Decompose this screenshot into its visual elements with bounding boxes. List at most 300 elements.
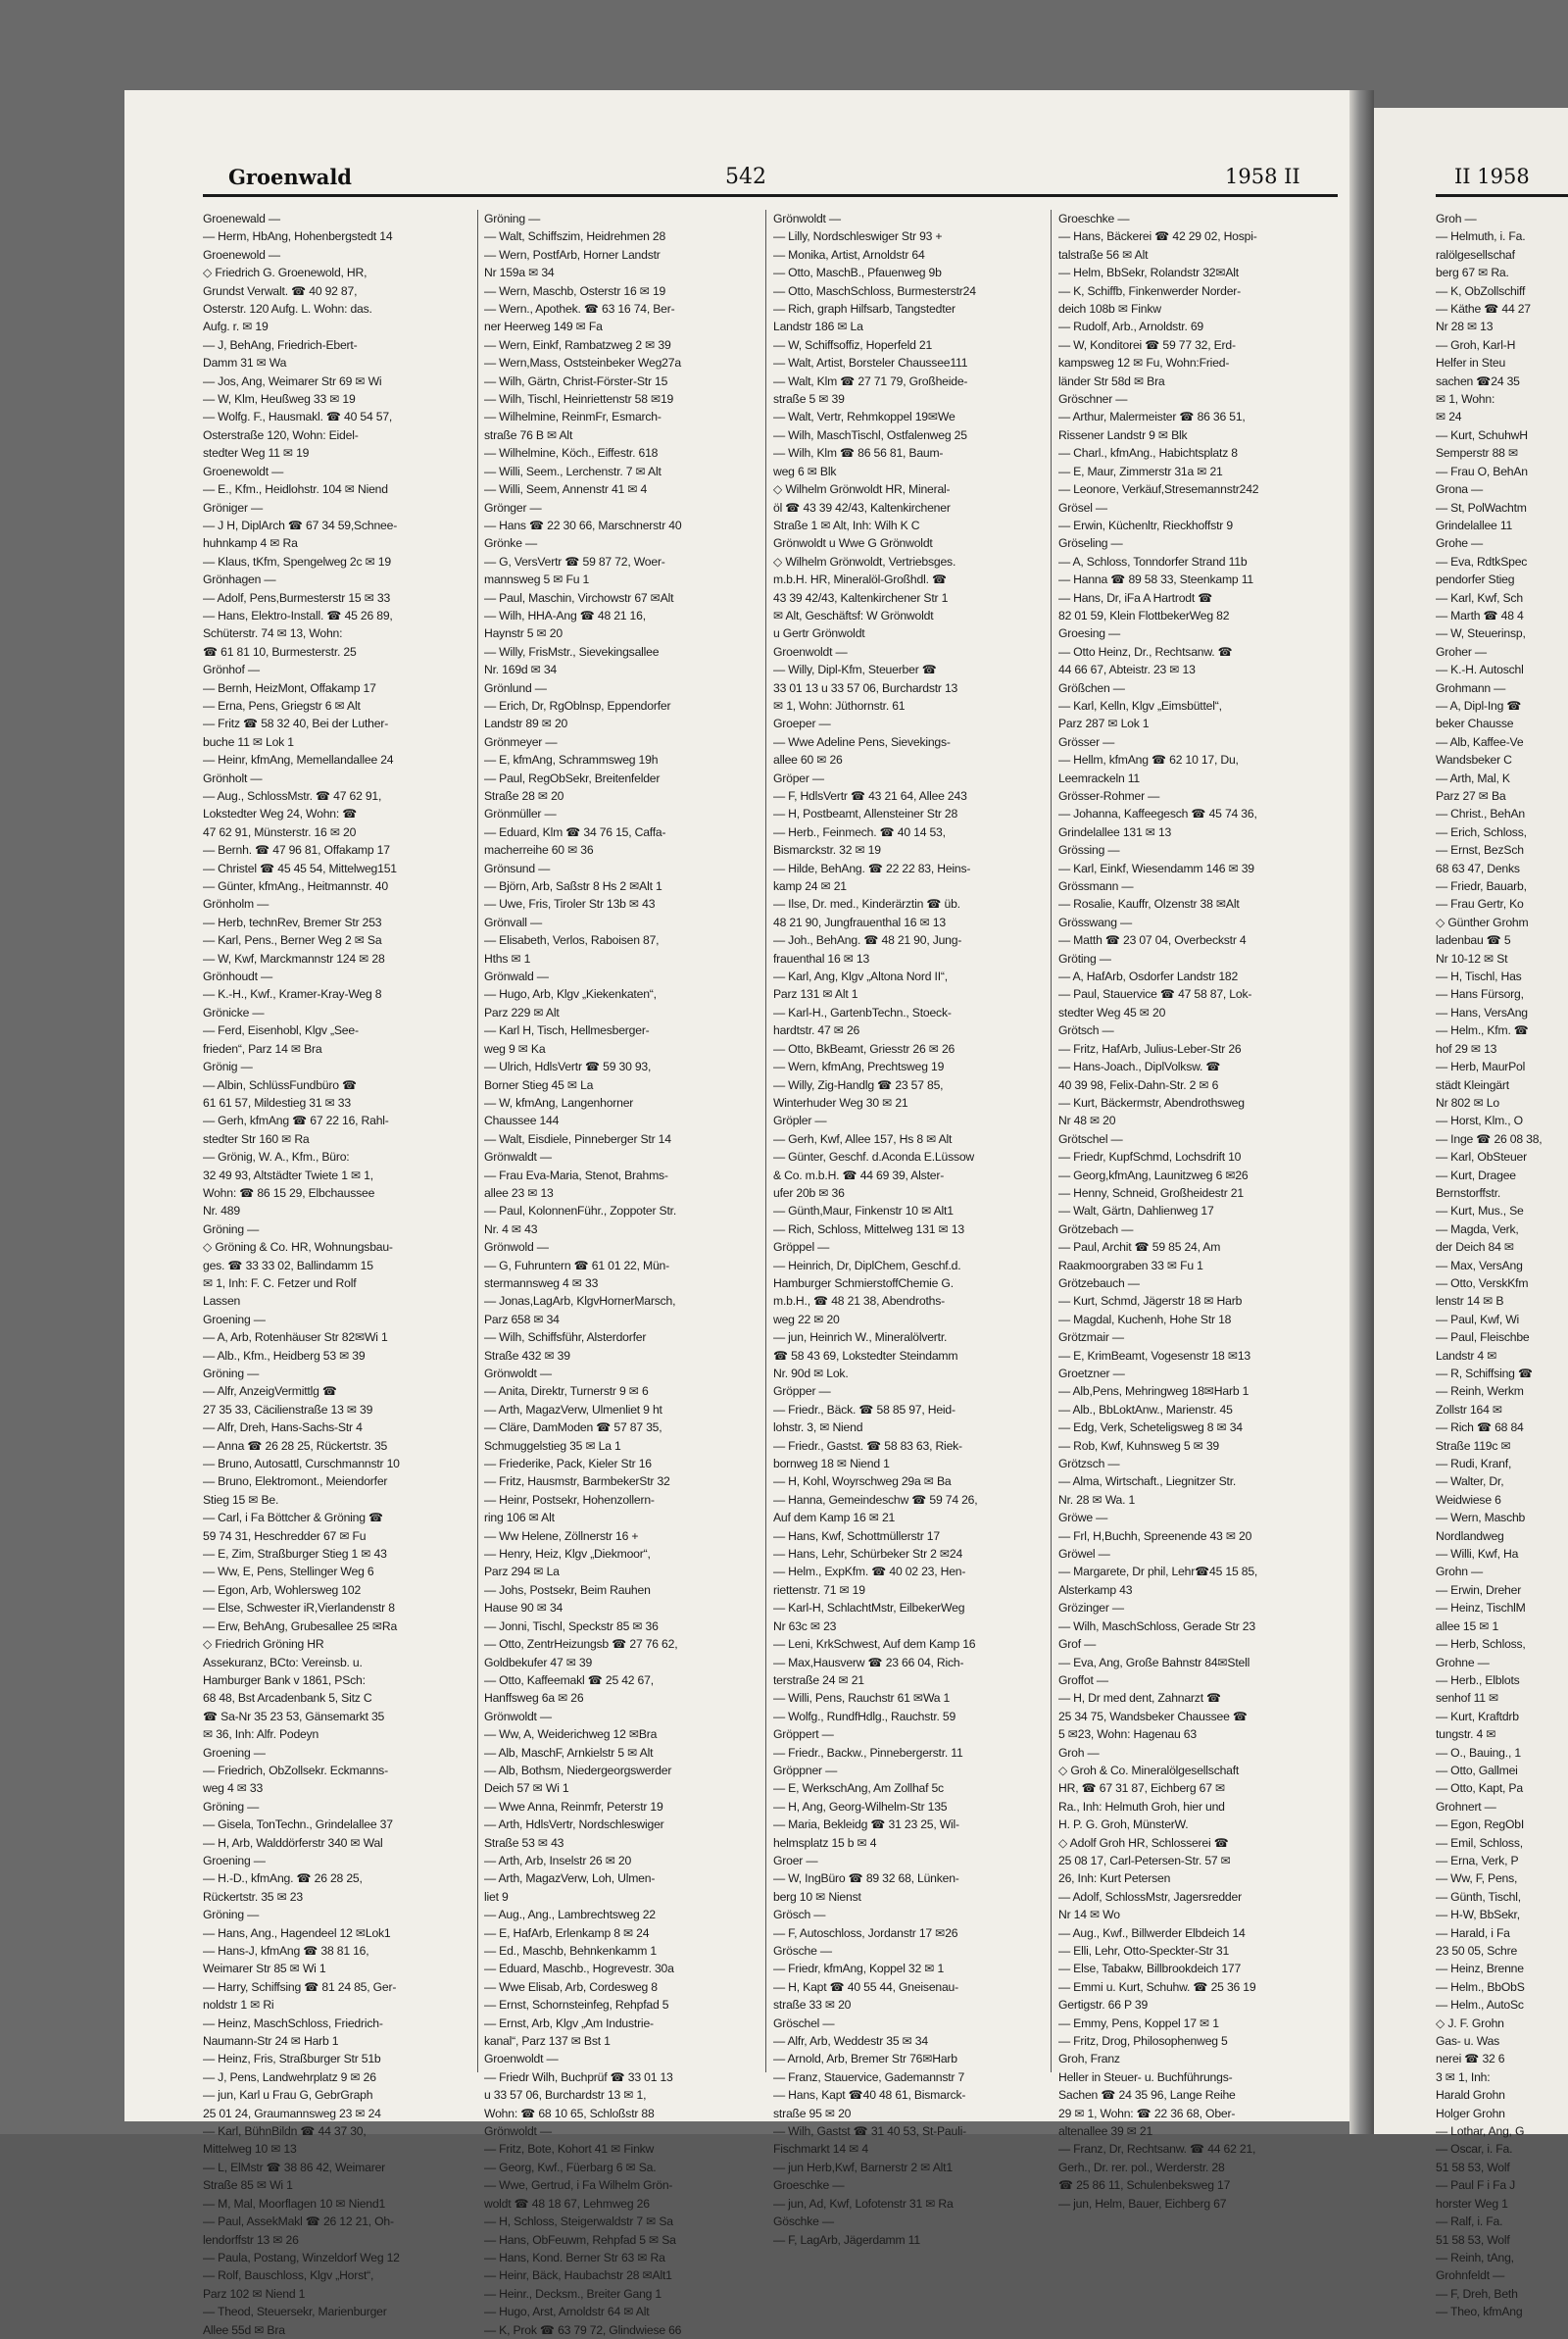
book-gutter xyxy=(1349,90,1374,2134)
directory-entry-line: straße 33 ✉ 20 xyxy=(773,1998,852,2013)
directory-entry-line: Grönhagen — xyxy=(203,572,276,587)
directory-entry-line: — Willi, Kwf, Ha xyxy=(1436,1547,1519,1562)
directory-entry-line: H. P. G. Groh, MünsterW. xyxy=(1058,1817,1189,1832)
directory-entry-line: — Heinrich, Dr, DiplChem, Geschf.d. xyxy=(773,1258,961,1272)
directory-entry-line: — Walt, Gärtn, Dahlienweg 17 xyxy=(1058,1204,1214,1219)
directory-entry-line: Landstr 89 ✉ 20 xyxy=(484,717,568,731)
directory-entry-line: Grindelallee 131 ✉ 13 xyxy=(1058,824,1172,839)
directory-entry-line: stedter Weg 11 ✉ 19 xyxy=(203,446,310,461)
directory-entry-line: — Rob, Kwf, Kuhnsweg 5 ✉ 39 xyxy=(1058,1438,1220,1453)
directory-entry-line: Groening — xyxy=(203,1745,266,1760)
directory-entry-line: Grof — xyxy=(1058,1637,1097,1652)
directory-entry-line: Grohe — xyxy=(1436,536,1484,551)
directory-entry-line: — Rolf, Bauschloss, Klgv „Horst“, xyxy=(203,2268,374,2283)
directory-entry-line: — Hans, VersAng xyxy=(1436,1005,1528,1020)
directory-entry-line: — Leonore, Verkäuf,Stresemannstr242 xyxy=(1058,482,1259,497)
directory-entry-line: — Heinr, Bäck, Haubachstr 28 ✉Alt1 xyxy=(484,2268,672,2283)
directory-entry-line: — K, Schiffb, Finkenwerder Norder- xyxy=(1058,283,1242,298)
directory-entry-line: mannsweg 5 ✉ Fu 1 xyxy=(484,572,590,587)
directory-entry-line: — E, HafArb, Erlenkamp 8 ✉ 24 xyxy=(484,1925,650,1940)
directory-entry-line: — Helmuth, i. Fa. xyxy=(1436,229,1526,244)
directory-entry-line: ◇ Günther Grohm xyxy=(1436,915,1529,929)
directory-entry-line: — Paul, Maschin, Virchowstr 67 ✉Alt xyxy=(484,590,674,605)
directory-entry-line: — jun, Helm, Bauer, Eichberg 67 xyxy=(1058,2196,1227,2211)
directory-entry-line: — Günter, Geschf. d.Aconda E.Lüssow xyxy=(773,1150,975,1165)
directory-entry-line: — Frau O, BehAn xyxy=(1436,464,1528,478)
directory-entry-line: Grönke — xyxy=(484,536,537,551)
directory-entry-line: — Alb, MaschF, Arnkielstr 5 ✉ Alt xyxy=(484,1745,654,1760)
directory-entry-line: — F, Dreh, Beth xyxy=(1436,2286,1518,2301)
directory-entry-line: — Margarete, Dr phil, Lehr☎45 15 85, xyxy=(1058,1565,1258,1579)
directory-entry-line: — K.-H., Kwf., Kramer-Kray-Weg 8 xyxy=(203,987,382,1002)
directory-entry-line: m.b.H., ☎ 48 21 38, Abendroths- xyxy=(773,1294,945,1309)
directory-entry-line: — Karl, Pens., Berner Weg 2 ✉ Sa xyxy=(203,933,382,948)
directory-entry-line: — Hans, Dr, iFa A Hartrodt ☎ xyxy=(1058,590,1213,605)
directory-entry-line: — Erich, Dr, RgOblnsp, Eppendorfer xyxy=(484,698,671,713)
directory-entry-line: — Wern., Apothek. ☎ 63 16 74, Ber- xyxy=(484,302,675,317)
directory-entry-line: ✉ 1, Wohn: xyxy=(1436,392,1495,407)
directory-entry-line: Gertigstr. 66 P 39 xyxy=(1058,1998,1149,2013)
directory-entry-line: — Maria, Bekleidg ☎ 31 23 25, Wil- xyxy=(773,1817,959,1832)
directory-entry-line: — Günth, Tischl, xyxy=(1436,1889,1521,1904)
directory-entry-line: — Heinr., Decksm., Breiter Gang 1 xyxy=(484,2286,662,2301)
directory-entry-line: ges. ☎ 33 33 02, Ballindamm 15 xyxy=(203,1258,373,1272)
directory-entry-line: — Max, VersAng xyxy=(1436,1258,1523,1272)
directory-entry-line: — Wern,Mass, Oststeinbeker Weg27a xyxy=(484,356,681,371)
directory-entry-line: tungstr. 4 ✉ xyxy=(1436,1727,1496,1742)
directory-entry-line: — Bernh. ☎ 47 96 81, Offakamp 17 xyxy=(203,843,390,858)
directory-entry-line: — Arth, Mal, K xyxy=(1436,771,1510,785)
directory-entry-line: — Reinh, Werkm xyxy=(1436,1384,1524,1399)
directory-entry-line: Gröper — xyxy=(773,771,824,785)
directory-entry-line: ◇ Friedrich G. Groenewold, HR, xyxy=(203,266,368,280)
directory-entry-line: — G, Fuhruntern ☎ 61 01 22, Mün- xyxy=(484,1258,669,1272)
directory-entry-line: m.b.H. HR, Mineralöl-Großhdl. ☎ xyxy=(773,572,947,587)
directory-entry-line: — E., Kfm., Heidlohstr. 104 ✉ Niend xyxy=(203,482,388,497)
directory-entry-line: — Monika, Artist, Arnoldstr 64 xyxy=(773,247,925,262)
directory-entry-line: — Harry, Schiffsing ☎ 81 24 85, Ger- xyxy=(203,1979,397,1994)
directory-entry-line: stedter Weg 45 ✉ 20 xyxy=(1058,1005,1166,1020)
directory-entry-line: — Ernst, BezSch xyxy=(1436,843,1524,858)
directory-entry-line: — Hellm, kfmAng ☎ 62 10 17, Du, xyxy=(1058,753,1239,768)
directory-entry-line: — J, Pens, Landwehrplatz 9 ✉ 26 xyxy=(203,2069,376,2084)
directory-entry-line: — Walt, Artist, Borsteler Chaussee111 xyxy=(773,356,968,371)
directory-entry-line: — Frl, H,Buchh, Spreenende 43 ✉ 20 xyxy=(1058,1528,1252,1543)
directory-entry-line: — Friedr, Bauarb, xyxy=(1436,879,1527,894)
directory-entry-line: Straße 53 ✉ 43 xyxy=(484,1835,564,1850)
column-1 xyxy=(203,210,469,2339)
directory-entry-line: — Hans, Lehr, Schürbeker Str 2 ✉24 xyxy=(773,1547,963,1562)
directory-entry-line: Parz 27 ✉ Ba xyxy=(1436,789,1506,803)
directory-entry-line: Grösser — xyxy=(1058,734,1115,749)
directory-entry-line: — jun, Ad, Kwf, Lofotenstr 31 ✉ Ra xyxy=(773,2196,954,2211)
directory-entry-line: Heller in Steuer- u. Buchführungs- xyxy=(1058,2069,1233,2084)
directory-entry-line: 25 01 24, Graumannsweg 23 ✉ 24 xyxy=(203,2106,381,2120)
directory-entry-line: Grötsch — xyxy=(1058,1023,1114,1038)
directory-entry-line: Parz 287 ✉ Lok 1 xyxy=(1058,717,1150,731)
directory-entry-line: — Paul, KolonnenFühr., Zoppoter Str. xyxy=(484,1204,677,1219)
directory-entry-line: Deich 57 ✉ Wi 1 xyxy=(484,1781,569,1796)
directory-entry-line: — Paul, Archit ☎ 59 85 24, Am xyxy=(1058,1240,1221,1255)
directory-entry-line: Gröschner — xyxy=(1058,392,1128,407)
directory-entry-line: talstraße 56 ✉ Alt xyxy=(1058,247,1149,262)
directory-entry-line: — Walt, Klm ☎ 27 71 79, Großheide- xyxy=(773,373,968,388)
directory-entry-line: — Kurt, Kraftdrb xyxy=(1436,1709,1519,1723)
directory-entry-line: Gröppel — xyxy=(773,1240,830,1255)
directory-entry-line: — A, Arb, Rotenhäuser Str 82✉Wi 1 xyxy=(203,1330,388,1345)
directory-entry-line: — Emil, Schloss, xyxy=(1436,1835,1523,1850)
directory-entry-line: Auf dem Kamp 16 ✉ 21 xyxy=(773,1511,896,1525)
directory-entry-line: Nr 48 ✉ 20 xyxy=(1058,1114,1116,1128)
directory-entry-line: — F, HdlsVertr ☎ 43 21 64, Allee 243 xyxy=(773,789,967,803)
directory-entry-line: Osterstraße 120, Wohn: Eidel- xyxy=(203,427,359,442)
directory-entry-line: — Otto, BkBeamt, Griesstr 26 ✉ 26 xyxy=(773,1041,956,1056)
column-divider xyxy=(1051,210,1052,2072)
directory-entry-line: beker Chausse xyxy=(1436,717,1514,731)
directory-entry-line: — Eva, RdtkSpec xyxy=(1436,554,1528,569)
directory-entry-line: — Jonni, Tischl, Speckstr 85 ✉ 36 xyxy=(484,1618,659,1633)
directory-entry-line: — Otto, Kapt, Pa xyxy=(1436,1781,1523,1796)
directory-entry-line: Gerh., Dr. rer. pol., Werderstr. 28 xyxy=(1058,2160,1225,2174)
directory-entry-line: Grohnert — xyxy=(1436,1799,1496,1814)
directory-entry-line: — Elisabeth, Verlos, Raboisen 87, xyxy=(484,933,660,948)
directory-entry-line: frieden“, Parz 14 ✉ Bra xyxy=(203,1041,322,1056)
directory-entry-line: — H, Dr med dent, Zahnarzt ☎ xyxy=(1058,1691,1222,1706)
directory-entry-line: Hause 90 ✉ 34 xyxy=(484,1601,564,1616)
directory-entry-line: Groenewold — xyxy=(203,247,280,262)
directory-entry-line: — E, kfmAng, Schrammsweg 19h xyxy=(484,753,659,768)
directory-entry-line: — Ww, A, Weiderichweg 12 ✉Bra xyxy=(484,1727,658,1742)
directory-entry-line: — Hanna, Gemeindeschw ☎ 59 74 26, xyxy=(773,1492,978,1507)
directory-entry-line: — Wilh, Gärtn, Christ-Förster-Str 15 xyxy=(484,373,668,388)
directory-entry-line: Gröning — xyxy=(203,1908,260,1922)
directory-entry-line: — Paul F i Fa J xyxy=(1436,2178,1515,2193)
directory-entry-line: 47 62 91, Münsterstr. 16 ✉ 20 xyxy=(203,824,357,839)
directory-entry-line: — Otto, MaschB., Pfauenweg 9b xyxy=(773,266,942,280)
directory-entry-line: — Alb., BbLoktAnw., Marienstr. 45 xyxy=(1058,1402,1233,1417)
directory-entry-line: — Jos, Ang, Weimarer Str 69 ✉ Wi xyxy=(203,373,382,388)
directory-entry-line: huhnkamp 4 ✉ Ra xyxy=(203,536,298,551)
directory-entry-line: — jun, Heinrich W., Mineralölvertr. xyxy=(773,1330,948,1345)
directory-entry-line: — Karl, Einkf, Wiesendamm 146 ✉ 39 xyxy=(1058,861,1254,875)
directory-entry-line: — Ww, E, Pens, Stellinger Weg 6 xyxy=(203,1565,374,1579)
directory-entry-line: — Gisela, TonTechn., Grindelallee 37 xyxy=(203,1817,393,1832)
directory-entry-line: ◇ Wilhelm Grönwoldt HR, Mineral- xyxy=(773,482,951,497)
directory-entry-line: Nr 802 ✉ Lo xyxy=(1436,1095,1499,1110)
directory-entry-line: pendorfer Stieg xyxy=(1436,572,1515,587)
directory-entry-line: — F, Autoschloss, Jordanstr 17 ✉26 xyxy=(773,1925,958,1940)
directory-entry-line: — Ww, F, Pens, xyxy=(1436,1871,1518,1886)
directory-entry-line: Grönholm — xyxy=(203,897,270,912)
directory-entry-line: — Wwe Adeline Pens, Sievekings- xyxy=(773,734,951,749)
directory-entry-line: — Johs, Postsekr, Beim Rauhen xyxy=(484,1582,651,1597)
directory-entry-line: Grohne — xyxy=(1436,1655,1490,1669)
directory-entry-line: Nr 10-12 ✉ St xyxy=(1436,951,1508,966)
directory-entry-line: Hamburger Bank v 1861, PSch: xyxy=(203,1672,366,1687)
directory-entry-line: — Bruno, Autosattl, Curschmannstr 10 xyxy=(203,1457,400,1471)
directory-entry-line: Landstr 186 ✉ La xyxy=(773,320,863,334)
directory-entry-line: Winterhuder Weg 30 ✉ 21 xyxy=(773,1095,908,1110)
directory-entry-line: Raakmoorgraben 33 ✉ Fu 1 xyxy=(1058,1258,1203,1272)
directory-entry-line: — Kurt, Mus., Se xyxy=(1436,1204,1524,1219)
facing-column xyxy=(1436,210,1568,2321)
directory-entry-line: — E, Zim, Straßburger Stieg 1 ✉ 43 xyxy=(203,1547,387,1562)
directory-entry-line: — Inge ☎ 26 08 38, xyxy=(1436,1131,1543,1146)
directory-entry-line: — Frau Eva-Maria, Stenot, Brahms- xyxy=(484,1168,668,1182)
directory-entry-line: — K.-H. Autoschl xyxy=(1436,663,1524,677)
directory-entry-line: Groenwoldt — xyxy=(773,644,848,659)
directory-entry-line: Naumann-Str 24 ✉ Harb 1 xyxy=(203,2034,339,2049)
directory-entry-line: Grössmann — xyxy=(1058,879,1134,894)
directory-entry-line: hof 29 ✉ 13 xyxy=(1436,1041,1497,1056)
directory-entry-line: ◇ J. F. Grohn xyxy=(1436,2016,1504,2030)
directory-entry-line: kanal“, Parz 137 ✉ Bst 1 xyxy=(484,2034,611,2049)
directory-entry-line: allee 60 ✉ 26 xyxy=(773,753,843,768)
directory-entry-line: — Wern, Maschb xyxy=(1436,1511,1526,1525)
directory-entry-line: — W, Schiffsoffiz, Hoperfeld 21 xyxy=(773,337,933,352)
directory-entry-line: weg 9 ✉ Ka xyxy=(484,1041,546,1056)
directory-entry-line: Groesing — xyxy=(1058,626,1121,641)
directory-entry-line: — Franz, Stauervice, Gademannstr 7 xyxy=(773,2069,965,2084)
directory-entry-line: — Paul, Stauervice ☎ 47 58 87, Lok- xyxy=(1058,987,1252,1002)
directory-entry-line: stermannsweg 4 ✉ 33 xyxy=(484,1275,599,1290)
directory-entry-line: — Bernh, HeizMont, Offakamp 17 xyxy=(203,680,376,695)
directory-entry-line: Zollstr 164 ✉ xyxy=(1436,1402,1502,1417)
directory-entry-line: — jun, Karl u Frau G, GebrGraph xyxy=(203,2088,373,2103)
directory-entry-line: Nordlandweg xyxy=(1436,1528,1504,1543)
directory-entry-line: Groeschke — xyxy=(1058,212,1130,225)
directory-entry-line: — J, BehAng, Friedrich-Ebert- xyxy=(203,337,358,352)
directory-entry-line: — Rich, graph Hilfsarb, Tangstedter xyxy=(773,302,956,317)
directory-entry-line: — Elli, Lehr, Otto-Speckter-Str 31 xyxy=(1058,1944,1230,1958)
directory-entry-line: 68 48, Bst Arcadenbank 5, Sitz C xyxy=(203,1691,372,1706)
directory-entry-line: — Eduard, Maschb., Hogrevestr. 30a xyxy=(484,1962,674,1976)
directory-entry-line: senhof 11 ✉ xyxy=(1436,1691,1499,1706)
directory-entry-line: — Wwe Anna, Reinmfr, Peterstr 19 xyxy=(484,1799,663,1814)
directory-entry-line: Grötschel — xyxy=(1058,1131,1123,1146)
directory-entry-line: — Gerh, Kwf, Allee 157, Hs 8 ✉ Alt xyxy=(773,1131,953,1146)
directory-entry-line: Wandsbeker C xyxy=(1436,753,1512,768)
directory-entry-line: Nr 14 ✉ Wo xyxy=(1058,1908,1120,1922)
directory-entry-line: ner Heerweg 149 ✉ Fa xyxy=(484,320,603,334)
directory-entry-line: — Henny, Schneid, Großheidestr 21 xyxy=(1058,1185,1244,1200)
directory-entry-line: — Hugo, Arb, Klgv „Kiekenkaten“, xyxy=(484,987,657,1002)
directory-entry-line: — Erwin, Küchenltr, Rieckhoffstr 9 xyxy=(1058,518,1233,532)
directory-entry-line: — J H, DiplArch ☎ 67 34 59,Schnee- xyxy=(203,518,398,532)
directory-entry-line: Schüterstr. 74 ✉ 13, Wohn: xyxy=(203,626,343,641)
directory-entry-line: — Erna, Pens, Griegstr 6 ✉ Alt xyxy=(203,698,361,713)
directory-entry-line: Grönig — xyxy=(203,1060,253,1074)
directory-entry-line: — L, ElMstr ☎ 38 86 42, Weimarer xyxy=(203,2160,386,2174)
directory-entry-line: terstraße 24 ✉ 21 xyxy=(773,1672,864,1687)
directory-entry-line: Grönlund — xyxy=(484,680,547,695)
directory-entry-line: — Helm., BbObS xyxy=(1436,1979,1525,1994)
directory-entry-line: der Deich 84 ✉ xyxy=(1436,1240,1514,1255)
directory-entry-line: Hths ✉ 1 xyxy=(484,951,531,966)
directory-entry-line: deich 108b ✉ Finkw xyxy=(1058,302,1161,317)
directory-entry-line: — Theod, Steuersekr, Marienburger xyxy=(203,2305,387,2319)
page-header-surname: Groenwald xyxy=(228,165,352,189)
directory-entry-line: Grötzsch — xyxy=(1058,1457,1120,1471)
directory-entry-line: Grönwoldt — xyxy=(484,2124,552,2139)
directory-entry-line: ✉ Alt, Geschäftsf: W Grönwoldt xyxy=(773,608,934,622)
directory-entry-line: weg 4 ✉ 33 xyxy=(203,1781,264,1796)
directory-entry-line: — Paul, Fleischbe xyxy=(1436,1330,1530,1345)
directory-entry-line: — Herb., Feinmech. ☎ 40 14 53, xyxy=(773,824,946,839)
directory-entry-line: — Paula, Postang, Winzeldorf Weg 12 xyxy=(203,2250,400,2264)
directory-entry-line: — W, Konditorei ☎ 59 77 32, Erd- xyxy=(1058,337,1236,352)
directory-entry-line: Allee 55d ✉ Bra xyxy=(203,2322,285,2337)
directory-entry-line: — Friederike, Pack, Kieler Str 16 xyxy=(484,1457,652,1471)
directory-entry-line: öl ☎ 43 39 42/43, Kaltenkirchener xyxy=(773,500,951,515)
directory-entry-line: — Aug., Kwf., Billwerder Elbdeich 14 xyxy=(1058,1925,1246,1940)
directory-entry-line: — Helm., Kfm. ☎ xyxy=(1436,1023,1529,1038)
directory-entry-line: — Alb,Pens, Mehringweg 18✉Harb 1 xyxy=(1058,1384,1250,1399)
directory-entry-line: 5 ✉23, Wohn: Hagenau 63 xyxy=(1058,1727,1197,1742)
directory-entry-line: Helfer in Steu xyxy=(1436,356,1506,371)
directory-entry-line: Groher — xyxy=(1436,644,1487,659)
directory-entry-line: Grona — xyxy=(1436,482,1484,497)
directory-entry-line: Grösswang — xyxy=(1058,915,1133,929)
directory-entry-line: — E, Maur, Zimmerstr 31a ✉ 21 xyxy=(1058,464,1223,478)
directory-entry-line: Rückertstr. 35 ✉ 23 xyxy=(203,1889,303,1904)
directory-entry-line: Goldbekufer 47 ✉ 39 xyxy=(484,1655,593,1669)
directory-entry-line: — Heinr, Postsekr, Hohenzollern- xyxy=(484,1492,655,1507)
directory-entry-line: 61 61 57, Mildestieg 31 ✉ 33 xyxy=(203,1095,351,1110)
directory-entry-line: — Hans Fürsorg, xyxy=(1436,987,1524,1002)
directory-entry-line: Nr 159a ✉ 34 xyxy=(484,266,555,280)
directory-entry-line: Leemrackeln 11 xyxy=(1058,771,1141,785)
directory-entry-line: Groer — xyxy=(773,1853,818,1867)
directory-entry-line: Hanffsweg 6a ✉ 26 xyxy=(484,1691,584,1706)
directory-entry-line: — Max,Hausverw ☎ 23 66 04, Rich- xyxy=(773,1655,964,1669)
directory-entry-line: Nr. 4 ✉ 43 xyxy=(484,1221,538,1236)
directory-entry-line: Stieg 15 ✉ Be. xyxy=(203,1492,279,1507)
directory-entry-line: — H, Postbeamt, Allensteiner Str 28 xyxy=(773,807,958,821)
directory-entry-line: Groeschke — xyxy=(773,2178,845,2193)
directory-entry-line: — Rudolf, Arb., Arnoldstr. 69 xyxy=(1058,320,1203,334)
directory-entry-line: Gröning — xyxy=(203,1799,260,1814)
directory-entry-line: allee 15 ✉ 1 xyxy=(1436,1618,1499,1633)
directory-entry-line: ladenbau ☎ 5 xyxy=(1436,933,1511,948)
directory-entry-line: Sachen ☎ 24 35 96, Lange Reihe xyxy=(1058,2088,1236,2103)
directory-entry-line: — H, Tischl, Has xyxy=(1436,970,1522,984)
directory-entry-line: Harald Grohn xyxy=(1436,2088,1505,2103)
directory-entry-line: Grösch — xyxy=(773,1908,826,1922)
directory-entry-line: 3 ✉ 1, Inh: xyxy=(1436,2069,1491,2084)
directory-entry-line: — Cläre, DamModen ☎ 57 87 35, xyxy=(484,1420,662,1435)
directory-entry-line: ralölgesellschaf xyxy=(1436,247,1515,262)
directory-entry-line: — Lothar, Ang, G xyxy=(1436,2124,1525,2139)
directory-entry-line: frauenthal 16 ✉ 13 xyxy=(773,951,870,966)
directory-entry-line: — Karl, Kelln, Klgv „Eimsbüttel“, xyxy=(1058,698,1222,713)
directory-entry-line: — Walt, Vertr, Rehmkoppel 19✉We xyxy=(773,410,956,424)
directory-entry-line: Chaussee 144 xyxy=(484,1114,560,1128)
directory-entry-line: — A, Schloss, Tonndorfer Strand 11b xyxy=(1058,554,1248,569)
directory-entry-line: — Willi, Pens, Rauchstr 61 ✉Wa 1 xyxy=(773,1691,951,1706)
directory-entry-line: Damm 31 ✉ Wa xyxy=(203,356,287,371)
directory-entry-line: 25 08 17, Carl-Petersen-Str. 57 ✉ xyxy=(1058,1853,1231,1867)
directory-entry-line: helmsplatz 15 b ✉ 4 xyxy=(773,1835,877,1850)
directory-entry-line: berg 10 ✉ Nienst xyxy=(773,1889,861,1904)
directory-entry-line: — Herb, MaurPol xyxy=(1436,1060,1526,1074)
directory-entry-line: Rissener Landstr 9 ✉ Blk xyxy=(1058,427,1188,442)
directory-entry-line: Straße 1 ✉ Alt, Inh: Wilh K C xyxy=(773,518,920,532)
directory-entry-line: — Wilhelmine, ReinmFr, Esmarch- xyxy=(484,410,662,424)
directory-entry-line: Parz 102 ✉ Niend 1 xyxy=(203,2286,306,2301)
directory-entry-line: — Fritz, Drog, Philosophenweg 5 xyxy=(1058,2034,1228,2049)
directory-entry-line: — Alma, Wirtschaft., Liegnitzer Str. xyxy=(1058,1474,1237,1489)
directory-entry-line: buche 11 ✉ Lok 1 xyxy=(203,734,294,749)
directory-entry-line: Groh, Franz xyxy=(1058,2052,1120,2066)
directory-entry-line: liet 9 xyxy=(484,1889,509,1904)
directory-entry-line: — Ilse, Dr. med., Kinderärztin ☎ üb. xyxy=(773,897,960,912)
directory-entry-line: lohstr. 3, ✉ Niend xyxy=(773,1420,863,1435)
directory-entry-line: — Wilh, Schiffsführ, Alsterdorfer xyxy=(484,1330,647,1345)
directory-entry-line: — Franz, Dr, Rechtsanw. ☎ 44 62 21, xyxy=(1058,2142,1256,2157)
directory-entry-line: — Hans, Kond. Berner Str 63 ✉ Ra xyxy=(484,2250,665,2264)
directory-entry-line: Semperstr 88 ✉ xyxy=(1436,446,1518,461)
directory-entry-line: ufer 20b ✉ 36 xyxy=(773,1185,845,1200)
directory-entry-line: — Eduard, Klm ☎ 34 76 15, Caffa- xyxy=(484,824,666,839)
directory-entry-line: — Christel ☎ 45 45 54, Mittelweg151 xyxy=(203,861,397,875)
directory-entry-line: — Erna, Verk, P xyxy=(1436,1853,1519,1867)
directory-entry-line: — A, HafArb, Osdorfer Landstr 182 xyxy=(1058,970,1239,984)
directory-entry-line: — Herb., Elblots xyxy=(1436,1672,1520,1687)
directory-entry-line: — Arth, Arb, Inselstr 26 ✉ 20 xyxy=(484,1853,632,1867)
directory-entry-line: — Arth, MagazVerw, Loh, Ulmen- xyxy=(484,1871,656,1886)
directory-entry-line: Parz 229 ✉ Alt xyxy=(484,1005,560,1020)
directory-entry-line: — Karl-H, SchlachtMstr, EilbekerWeg xyxy=(773,1601,965,1616)
directory-entry-line: — M, Mal, Moorflagen 10 ✉ Niend1 xyxy=(203,2196,386,2211)
directory-entry-line: — Ralf, i. Fa. xyxy=(1436,2215,1503,2229)
directory-entry-line: hardtstr. 47 ✉ 26 xyxy=(773,1023,860,1038)
directory-entry-line: Grönwoldt — xyxy=(484,1367,552,1380)
directory-entry-line: Groenewald — xyxy=(203,212,280,225)
facing-header-rule xyxy=(1436,194,1568,197)
directory-entry-line: nerei ☎ 32 6 xyxy=(1436,2052,1505,2066)
directory-entry-line: — H, Arb, Walddörferstr 340 ✉ Wal xyxy=(203,1835,383,1850)
directory-entry-line: Grönsund — xyxy=(484,861,551,875)
directory-entry-line: Größchen — xyxy=(1058,680,1125,695)
directory-entry-line: — Herb, technRev, Bremer Str 253 xyxy=(203,915,382,929)
directory-entry-line: — H, Kohl, Woyrschweg 29a ✉ Ba xyxy=(773,1474,952,1489)
directory-entry-line: — Otto, ZentrHeizungsb ☎ 27 76 62, xyxy=(484,1637,678,1652)
directory-entry-line: — Wolfg. F., Hausmakl. ☎ 40 54 57, xyxy=(203,410,393,424)
directory-entry-line: — Willi, Seem., Lerchenstr. 7 ✉ Alt xyxy=(484,464,662,478)
directory-entry-line: — Alfr, Dreh, Hans-Sachs-Str 4 xyxy=(203,1420,363,1435)
directory-entry-line: lendorffstr 13 ✉ 26 xyxy=(203,2232,299,2247)
directory-entry-line: — Hans, Elektro-Install. ☎ 45 26 89, xyxy=(203,608,393,622)
directory-entry-line: — Anita, Direktr, Turnerstr 9 ✉ 6 xyxy=(484,1384,649,1399)
directory-entry-line: straße 5 ✉ 39 xyxy=(773,392,845,407)
directory-entry-line: — Ferd, Eisenhobl, Klgv „See- xyxy=(203,1023,359,1038)
directory-entry-line: — Wern, PostfArb, Horner Landstr xyxy=(484,247,661,262)
directory-entry-line: — Groh, Karl-H xyxy=(1436,337,1516,352)
directory-entry-line: — Heinz, TischlM xyxy=(1436,1601,1526,1616)
directory-entry-line: Gröniger — xyxy=(203,500,263,515)
directory-entry-line: — Grönig, W. A., Kfm., Büro: xyxy=(203,1150,350,1165)
directory-entry-line: — Erw, BehAng, Grubesallee 25 ✉Ra xyxy=(203,1618,398,1633)
directory-entry-line: Gröschel — xyxy=(773,2016,835,2030)
directory-entry-line: Nr. 28 ✉ Wa. 1 xyxy=(1058,1492,1136,1507)
directory-entry-line: 27 35 33, Cäcilienstraße 13 ✉ 39 xyxy=(203,1402,373,1417)
directory-entry-line: Grohmann — xyxy=(1436,680,1506,695)
directory-entry-line: noldstr 1 ✉ Ri xyxy=(203,1998,274,2013)
directory-entry-line: Grösel — xyxy=(1058,500,1107,515)
directory-entry-line: — Egon, Arb, Wohlersweg 102 xyxy=(203,1582,362,1597)
directory-entry-line: Gröpper — xyxy=(773,1384,831,1399)
